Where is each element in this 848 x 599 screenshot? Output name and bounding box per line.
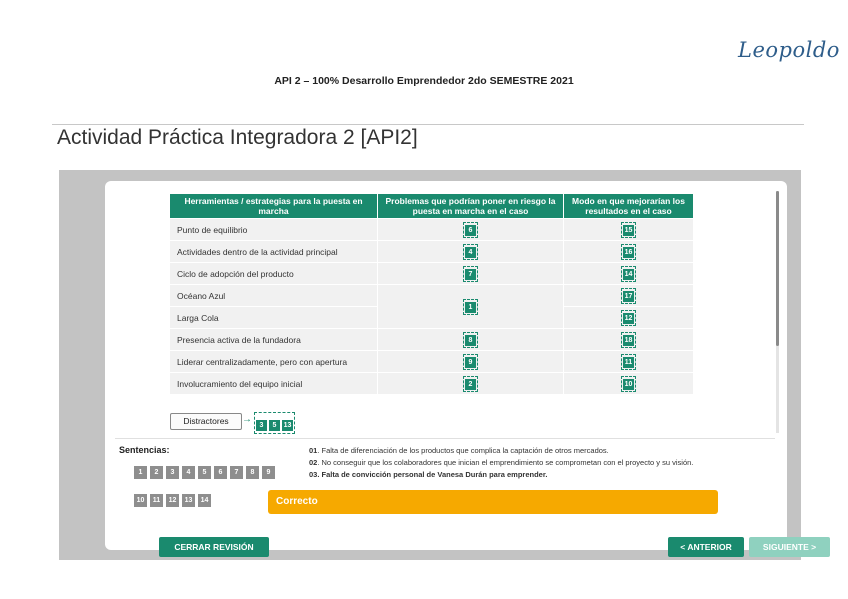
answer-chip[interactable]: 7 xyxy=(465,269,476,280)
distractor-chip[interactable]: 5 xyxy=(269,420,280,431)
table-row xyxy=(170,263,694,285)
sentences-title: Sentencias: xyxy=(119,445,170,455)
answer-chip[interactable]: 8 xyxy=(465,335,476,346)
sentence-item xyxy=(309,469,769,481)
sentence-chip[interactable]: 1 xyxy=(134,466,147,479)
table-row xyxy=(170,373,694,395)
row-label: Actividades dentro de la actividad principal xyxy=(170,241,378,263)
answer-chip[interactable]: 2 xyxy=(465,379,476,390)
answer-chip[interactable]: 17 xyxy=(624,292,633,300)
improve-drop-zone[interactable] xyxy=(564,329,694,351)
sentence-chip[interactable]: 12 xyxy=(166,494,179,507)
distractors-drop-zone[interactable] xyxy=(254,412,295,434)
sentence-chip[interactable]: 2 xyxy=(150,466,163,479)
problem-drop-zone[interactable] xyxy=(378,241,564,263)
answer-chip[interactable]: 6 xyxy=(465,225,476,236)
arrow-right-icon: → xyxy=(242,414,252,425)
matching-table xyxy=(169,193,694,395)
table-header-row xyxy=(170,194,694,219)
sentence-chip[interactable]: 8 xyxy=(246,466,259,479)
answer-chip[interactable]: 9 xyxy=(465,357,476,368)
improve-drop-zone[interactable] xyxy=(564,351,694,373)
problem-drop-zone[interactable] xyxy=(378,329,564,351)
sentence-chip[interactable]: 14 xyxy=(198,494,211,507)
scrollbar-thumb[interactable] xyxy=(776,191,779,346)
problem-drop-zone[interactable] xyxy=(378,373,564,395)
table-row xyxy=(170,219,694,241)
row-label: Larga Cola xyxy=(170,307,378,329)
distractors-label: Distractores xyxy=(170,413,242,430)
table-row xyxy=(170,241,694,263)
section-divider xyxy=(115,438,775,439)
row-label: Liderar centralizadamente, pero con apertura xyxy=(170,351,378,373)
close-review-button[interactable]: CERRAR REVISIÓN xyxy=(159,537,269,557)
sentence-text: . Falta de convicción personal de Vanesa Durán para emprender. xyxy=(317,470,548,479)
column-header-tools: Herramientas / estrategias para la puesta en marcha xyxy=(170,194,378,219)
previous-button[interactable] xyxy=(668,537,744,557)
sentences-list xyxy=(309,445,769,481)
previous-label: ANTERIOR xyxy=(687,542,732,552)
scrollbar[interactable] xyxy=(776,191,779,433)
distractor-chip[interactable]: 13 xyxy=(283,422,292,429)
header-divider xyxy=(52,124,804,125)
sentence-number: 03 xyxy=(309,470,318,479)
sentence-chip[interactable]: 3 xyxy=(166,466,179,479)
improve-drop-zone[interactable] xyxy=(564,219,694,241)
activity-screen xyxy=(59,170,817,560)
problem-drop-zone[interactable] xyxy=(378,351,564,373)
sentence-item xyxy=(309,457,769,469)
answer-chip[interactable]: 18 xyxy=(624,336,633,344)
next-label: SIGUIENTE xyxy=(762,542,809,552)
sentence-chip[interactable]: 13 xyxy=(182,494,195,507)
answer-chip[interactable]: 4 xyxy=(465,247,476,258)
answer-chip[interactable]: 14 xyxy=(624,270,633,278)
sentence-text: . No conseguir que los colaboradores que inician el emprendimiento se comprometan con el proyecto y su visión. xyxy=(317,458,694,467)
column-header-problems: Problemas que podrían poner en riesgo la puesta en marcha en el caso xyxy=(378,194,564,219)
sentence-chip[interactable]: 10 xyxy=(134,494,147,507)
answer-chip[interactable]: 16 xyxy=(624,248,633,256)
answer-chip[interactable]: 12 xyxy=(624,314,633,322)
feedback-toast: Correcto xyxy=(268,490,718,514)
table-row xyxy=(170,285,694,307)
column-header-improvements: Modo en que mejorarían los resultados en el caso xyxy=(564,194,694,219)
answer-chip[interactable]: 15 xyxy=(624,226,633,234)
improve-drop-zone[interactable] xyxy=(564,263,694,285)
sentence-chip[interactable]: 9 xyxy=(262,466,275,479)
answer-chip[interactable]: 10 xyxy=(624,380,633,388)
answer-chip[interactable]: 1 xyxy=(465,302,476,313)
sentence-number: 01 xyxy=(309,446,318,455)
document-header: API 2 – 100% Desarrollo Emprendedor 2do SEMESTRE 2021 xyxy=(274,75,574,87)
activity-card xyxy=(105,181,817,552)
row-label: Océano Azul xyxy=(170,285,378,307)
chevron-left-icon: < xyxy=(680,542,686,552)
row-label: Punto de equilibrio xyxy=(170,219,378,241)
sentence-chip[interactable]: 6 xyxy=(214,466,227,479)
row-label: Involucramiento del equipo inicial xyxy=(170,373,378,395)
sentence-chip[interactable]: 5 xyxy=(198,466,211,479)
sentence-chip[interactable]: 4 xyxy=(182,466,195,479)
improve-drop-zone[interactable] xyxy=(564,285,694,307)
problem-drop-zone[interactable] xyxy=(378,263,564,285)
improve-drop-zone[interactable] xyxy=(564,373,694,395)
table-row xyxy=(170,351,694,373)
sentence-number: 02 xyxy=(309,458,318,467)
row-label: Ciclo de adopción del producto xyxy=(170,263,378,285)
answer-chip[interactable]: 11 xyxy=(624,358,633,366)
row-label: Presencia activa de la fundadora xyxy=(170,329,378,351)
next-button[interactable] xyxy=(749,537,830,557)
activity-title: Actividad Práctica Integradora 2 [API2] xyxy=(57,126,418,149)
brand-logo: Leopoldo xyxy=(738,38,840,62)
improve-drop-zone[interactable] xyxy=(564,307,694,329)
improve-drop-zone[interactable] xyxy=(564,241,694,263)
problem-drop-zone[interactable] xyxy=(378,219,564,241)
distractor-chip[interactable]: 3 xyxy=(256,420,267,431)
sentence-chip[interactable]: 7 xyxy=(230,466,243,479)
sentence-item xyxy=(309,445,769,457)
sentence-chip[interactable]: 11 xyxy=(150,494,163,507)
table-row xyxy=(170,329,694,351)
problem-drop-zone[interactable] xyxy=(378,285,564,329)
sentence-text: . Falta de diferenciación de los productos que complica la captación de otros mercados. xyxy=(317,446,609,455)
chevron-right-icon: > xyxy=(811,542,817,552)
